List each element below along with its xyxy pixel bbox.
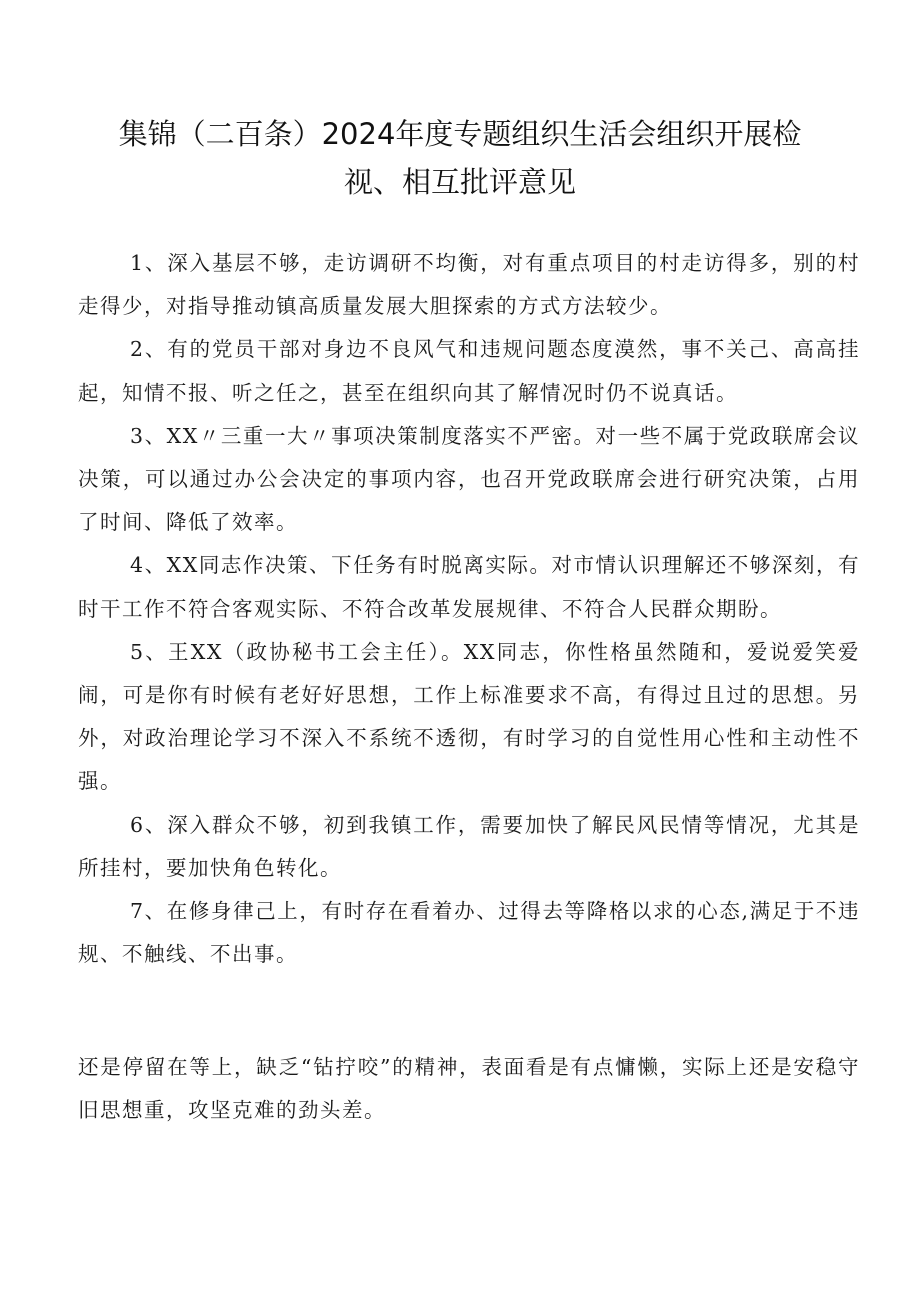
paragraph-2: 2、有的党员干部对身边不良风气和违规问题态度漠然，事不关己、高高挂起，知情不报、听之任之，甚至在组织向其了解情况时仍不说真话。 bbox=[78, 337, 860, 405]
document-title-line-1: 集锦（二百条）2024年度专题组织生活会组织开展检 bbox=[118, 117, 802, 151]
document-body bbox=[78, 242, 860, 976]
paragraph-1: 1、深入基层不够，走访调研不均衡，对有重点项目的村走访得多，别的村走得少，对指导推动镇高质量发展大胆探索的方式方法较少。 bbox=[78, 251, 860, 319]
paragraph-7: 7、在修身律己上，有时存在看着办、过得去等降格以求的心态,满足于不违规、不触线、不出事。 bbox=[78, 899, 860, 967]
paragraph-4: 4、XX同志作决策、下任务有时脱离实际。对市情认识理解还不够深刻，有时干工作不符合客观实际、不符合改革发展规律、不符合人民群众期盼。 bbox=[78, 553, 860, 621]
closing-paragraph: 还是停留在等上，缺乏“钻拧咬”的精神，表面看是有点慵懒，实际上还是安稳守旧思想重，攻坚克难的劲头差。 bbox=[78, 1055, 860, 1123]
paragraph-6: 6、深入群众不够，初到我镇工作，需要加快了解民风民情等情况，尤其是所挂村，要加快角色转化。 bbox=[78, 812, 860, 880]
document-title-line-2: 视、相互批评意见 bbox=[343, 165, 576, 199]
paragraph-3: 3、XX〃三重一大〃事项决策制度落实不严密。对一些不属于党政联席会议决策，可以通过办公会决定的事项内容，也召开党政联席会进行研究决策，占用了时间、降低了效率。 bbox=[78, 423, 860, 535]
paragraph-5: 5、王XX（政协秘书工会主任）。XX同志，你性格虽然随和，爱说爱笑爱闹，可是你有时候有老好好思想，工作上标准要求不高，有得过且过的思想。另外，对政治理论学习不深入不系统不透彻，有时学习的自觉性用心性和主动性不强。 bbox=[78, 639, 860, 794]
